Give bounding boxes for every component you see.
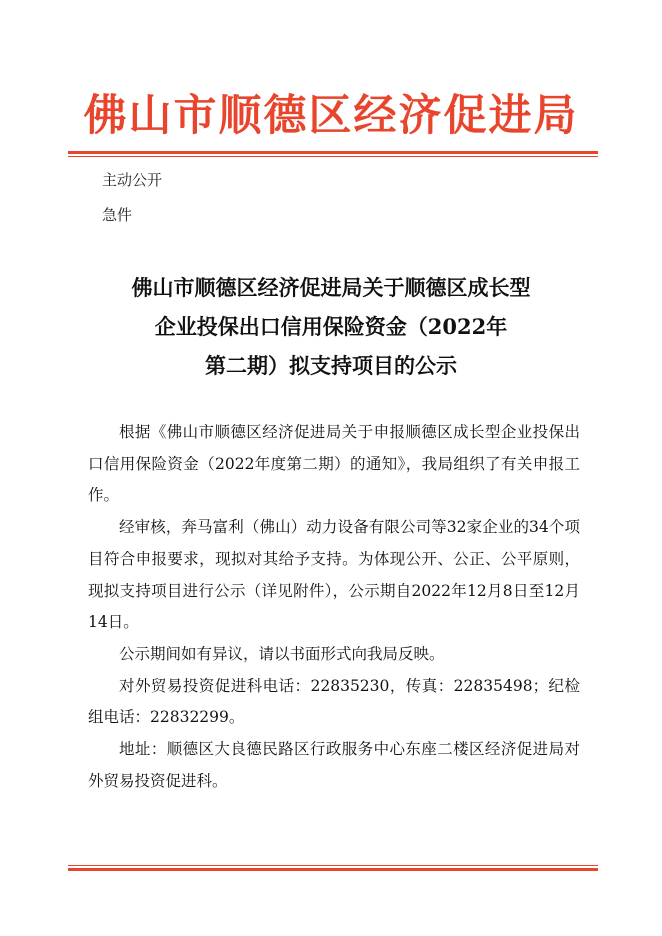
body-paragraph-contact: 对外贸易投资促进科电话：22835230，传真：22835498；纪检组电话：22832299。 (88, 676, 580, 727)
body-paragraph-review: 经审核，奔马富利（佛山）动力设备有限公司等32家企业的34个项目符合申报要求，现拟对其给予支持。为体现公开、公正、公平原则，现拟支持项目进行公示（详见附件），公示期自2022年12月8日至12月14日。 (88, 518, 580, 632)
body-paragraph-basis: 根据《佛山市顺德区经济促进局关于申报顺德区成长型企业投保出口信用保险资金（2022年度第二期）的通知》，我局组织了有关申报工作。 (88, 423, 580, 505)
header-rule-thin (68, 156, 598, 157)
disclosure-label: 主动公开 (102, 171, 163, 189)
footer-rule-thin (68, 865, 598, 866)
body-paragraph-objection: 公示期间如有异议，请以书面形式向我局反映。 (119, 644, 445, 663)
document-title-line-1: 佛山市顺德区经济促进局关于顺德区成长型 (131, 275, 531, 300)
header-rule-thick (68, 151, 598, 154)
organization-header: 佛山市顺德区经济促进局 (83, 91, 579, 141)
document-title-line-2: 企业投保出口信用保险资金（2022年 (154, 314, 508, 339)
body-paragraph-address: 地址：顺德区大良德民路区行政服务中心东座二楼区经济促进局对外贸易投资促进科。 (88, 740, 580, 790)
document-title (0, 268, 662, 385)
document-title-line-3: 第二期）拟支持项目的公示 (205, 353, 457, 378)
document-body (88, 417, 580, 797)
urgency-label: 急件 (102, 206, 133, 224)
footer-rule-thick (68, 868, 598, 871)
